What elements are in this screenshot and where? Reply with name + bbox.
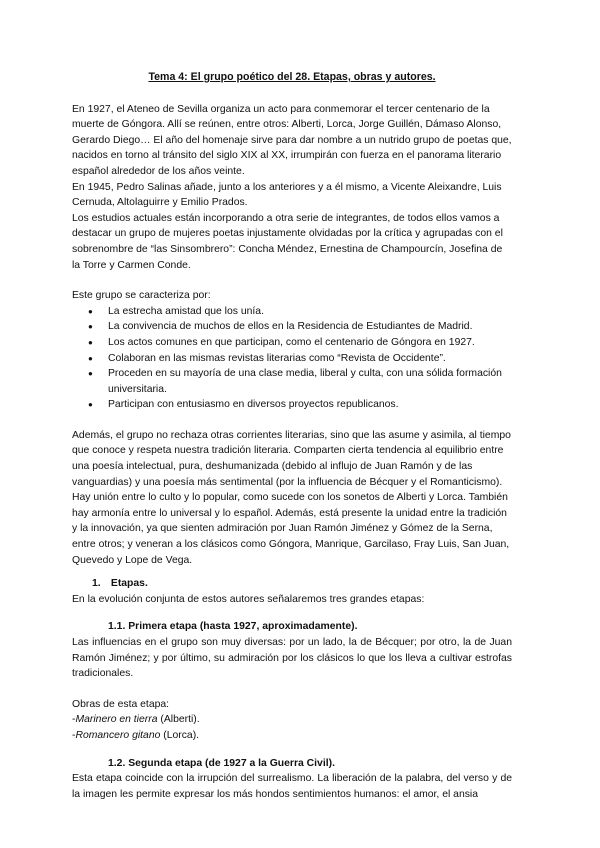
- work-item: [72, 712, 512, 728]
- list-item: ● Participan con entusiasmo en diversos proyectos republicanos.: [72, 397, 512, 413]
- work-title: Romancero gitano: [75, 729, 161, 741]
- intro-paragraph-3: Los estudios actuales están incorporando a otra serie de integrantes, de todos ellos vamos a destacar un grupo de mujeres poetas injustamente olvidadas por la crítica y agrupadas con el sobrenombre de “las Sinsombrero”: Concha Méndez, Ernestina de Champourcín, Josefina de la Torre y Carmen Conde.: [72, 212, 503, 271]
- list-item: ● La estrecha amistad que los unía.: [72, 304, 512, 320]
- stage2-text: Esta etapa coincide con la irrupción del surrealismo. La liberación de la palabra, del verso y de la imagen les permite expresar los más hondos sentimientos humanos: el amor, el ansia: [72, 773, 512, 800]
- work-item: [72, 728, 512, 744]
- section-heading-etapas: [72, 576, 512, 592]
- work-prefix: -: [72, 714, 76, 726]
- work-author: (Lorca).: [160, 729, 200, 741]
- list-item: ● Proceden en su mayoría de una clase media, liberal y culta, con una sólida formación universitaria.: [72, 366, 512, 397]
- work-prefix: -: [72, 729, 76, 741]
- list-item: ● Colaboran en las mismas revistas literarias como “Revista de Occidente”.: [72, 351, 512, 367]
- spacer: [72, 273, 512, 288]
- section-intro: En la evolución conjunta de estos autores señalaremos tres grandes etapas:: [72, 593, 425, 605]
- characteristics-list: [72, 304, 512, 413]
- stage2-heading: 1.2. Segunda etapa (de 1927 a la Guerra Civil).: [108, 757, 335, 769]
- page-title: Tema 4: El grupo poético del 28. Etapas, obras y autores.: [148, 71, 436, 83]
- spacer: [72, 682, 512, 697]
- intro-paragraph-2: En 1945, Pedro Salinas añade, junto a los anteriores y a él mismo, a Vicente Aleixandre, Luis Cernuda, Altolaguirre y Emilio Prados.: [72, 181, 502, 209]
- list-item: ● Los actos comunes en que participan, como el centenario de Góngora en 1927.: [72, 335, 512, 351]
- work-title: Marinero en tierra: [75, 714, 158, 726]
- section-number: 1.: [92, 578, 101, 590]
- section-title: Etapas.: [110, 578, 148, 590]
- intro-paragraph-1: En 1927, el Ateneo de Sevilla organiza un acto para conmemorar el tercer centenario de la muerte de Góngora. Allí se reúnen, entre otros: Alberti, Lorca, Jorge Guillén, Dámaso Alonso, Gerardo Diego… El año del homenaje sirve para dar nombre a un nutrido grupo de poetas que, nacidos en torno al tránsito del siglo XIX al XX, irrumpirán con fuerza en el panorama literario español alrededor de los años veinte.: [72, 103, 512, 177]
- spacer: [72, 413, 512, 428]
- work-author: (Alberti).: [157, 714, 200, 726]
- stage1-works-label: Obras de esta etapa:: [72, 698, 170, 710]
- stage1-heading: 1.1. Primera etapa (hasta 1927, aproximadamente).: [108, 621, 358, 633]
- list-item: ● La convivencia de muchos de ellos en la Residencia de Estudiantes de Madrid.: [72, 319, 512, 335]
- tradition-paragraph: Además, el grupo no rechaza otras corrientes literarias, sino que las asume y asimila, al tiempo que conoce y respeta nuestra tradición literaria. Comparten cierta tendencia al equilibrio entre una poesía intelectual, pura, deshumanizada (debido al influjo de Juan Ramón y de las vanguardias) y una poesía más sentimental (por la influencia de Bécquer y el Romanticismo). Hay unión entre lo culto y lo popular, como sucede con los sonetos de Alberti y Lorca. También hay armonía entre lo universal y lo español. Además, está presente la unidad entre la tradición y la innovación, ya que sienten admiración por Juan Ramón Jiménez y Gómez de la Serna, entre otros; y veneran a los clásicos como Góngora, Manrique, Garcilaso, Fray Luis, San Juan, Quevedo y Lope de Vega.: [72, 429, 511, 566]
- stage1-text: Las influencias en el grupo son muy diversas: por un lado, la de Bécquer; por otro, la de Juan Ramón Jiménez; y por último, su admiración por los clásicos lo que los lleva a cultivar estrofas tradicionales.: [72, 637, 512, 680]
- characteristics-intro: Este grupo se caracteriza por:: [72, 290, 211, 302]
